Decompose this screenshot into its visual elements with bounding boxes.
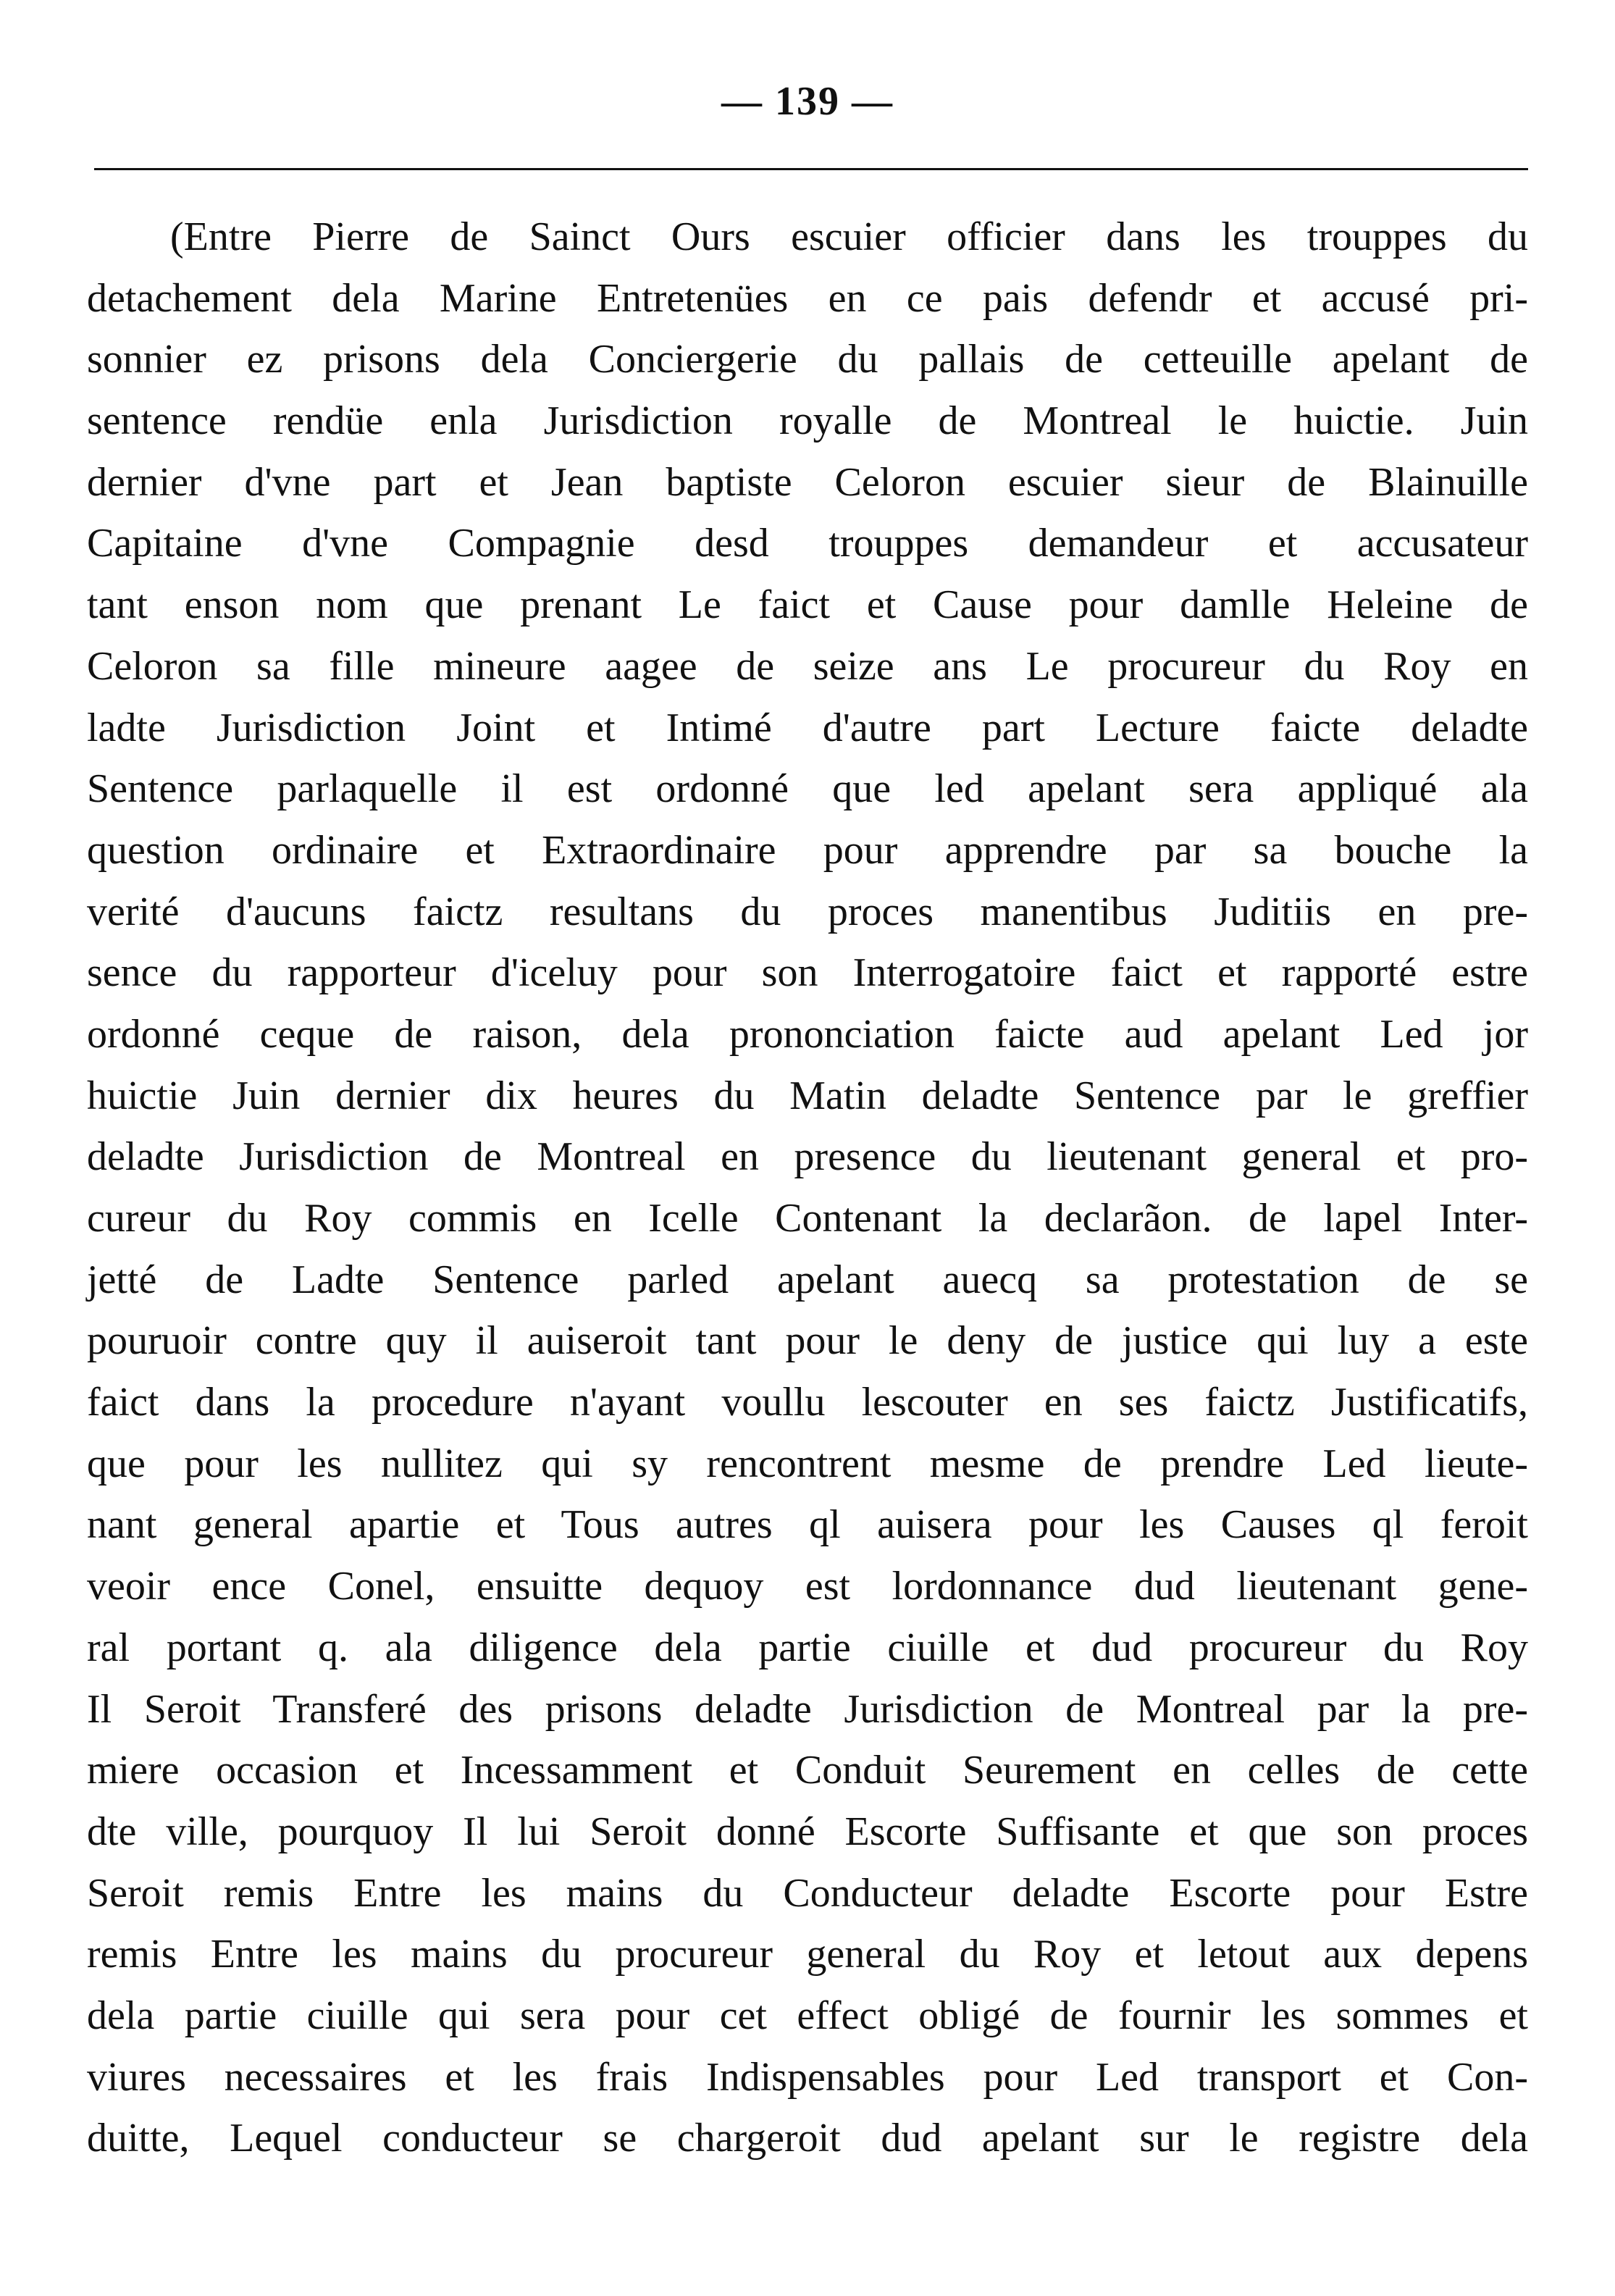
text-line: Seroit remis Entre les mains du Conducteur deladte Escorte pour Estre <box>87 1870 1528 1916</box>
text-line: veoir ence Conel, ensuitte dequoy est lordonnance dud lieutenant gene- <box>87 1564 1528 1609</box>
text-line: viures necessaires et les frais Indispensables pour Led transport et Con- <box>87 2054 1528 2100</box>
text-line: deladte Jurisdiction de Montreal en presence du lieutenant general et pro- <box>87 1134 1528 1180</box>
text-line: que pour les nullitez qui sy rencontrent mesme de prendre Led lieute- <box>87 1441 1528 1486</box>
text-line: verité d'aucuns faictz resultans du proces manentibus Juditiis en pre- <box>87 889 1528 934</box>
text-line: miere occasion et Incessamment et Conduit Seurement en celles de cette <box>87 1748 1528 1793</box>
text-line: ordonné ceque de raison, dela prononciation faicte aud apelant Led jor <box>87 1011 1528 1057</box>
text-line: sence du rapporteur d'iceluy pour son Interrogatoire faict et rapporté estre <box>87 950 1528 996</box>
text-line: duitte, Lequel conducteur se chargeroit dud apelant sur le registre dela <box>87 2116 1528 2161</box>
page-number-header: — 139 — <box>721 79 894 124</box>
text-line: faict dans la procedure n'ayant voullu lescouter en ses faictz Justificatifs, <box>87 1380 1528 1425</box>
text-line: nant general apartie et Tous autres ql auisera pour les Causes ql feroit <box>87 1502 1528 1548</box>
text-line: sentence rendüe enla Jurisdiction royalle de Montreal le huictie. Juin <box>87 398 1528 444</box>
text-line: detachement dela Marine Entretenües en ce pais defendr et accusé pri- <box>87 275 1528 321</box>
text-line: huictie Juin dernier dix heures du Matin deladte Sentence par le greffier <box>87 1073 1528 1118</box>
text-line: sonnier ez prisons dela Conciergerie du pallais de cetteuille apelant de <box>87 337 1528 382</box>
text-line: Sentence parlaquelle il est ordonné que led apelant sera appliqué ala <box>87 766 1528 812</box>
text-line: dernier d'vne part et Jean baptiste Celoron escuier sieur de Blainuille <box>87 459 1528 505</box>
text-line: Capitaine d'vne Compagnie desd trouppes demandeur et accusateur <box>87 521 1528 566</box>
text-line: dela partie ciuille qui sera pour cet effect obligé de fournir les sommes et <box>87 1993 1528 2038</box>
text-line: remis Entre les mains du procureur general du Roy et letout aux depens <box>87 1932 1528 1977</box>
text-line: Il Seroit Transferé des prisons deladte Jurisdiction de Montreal par la pre- <box>87 1686 1528 1732</box>
text-line: cureur du Roy commis en Icelle Contenant la declarãon. de lapel Inter- <box>87 1196 1528 1241</box>
header-rule <box>94 168 1528 170</box>
text-line: jetté de Ladte Sentence parled apelant auecq sa protestation de se <box>87 1257 1528 1302</box>
body-text <box>87 206 1528 2169</box>
text-line: Celoron sa fille mineure aagee de seize ans Le procureur du Roy en <box>87 643 1528 689</box>
text-line: ladte Jurisdiction Joint et Intimé d'autre part Lecture faicte deladte <box>87 705 1528 750</box>
text-line: tant enson nom que prenant Le faict et Cause pour damlle Heleine de <box>87 582 1528 628</box>
text-line: dte ville, pourquoy Il lui Seroit donné Escorte Suffisante et que son proces <box>87 1809 1528 1854</box>
text-line: pouruoir contre quy il auiseroit tant pour le deny de justice qui luy a este <box>87 1318 1528 1364</box>
text-line: question ordinaire et Extraordinaire pour apprendre par sa bouche la <box>87 827 1528 873</box>
text-line: ral portant q. ala diligence dela partie ciuille et dud procureur du Roy <box>87 1625 1528 1670</box>
text-line: (Entre Pierre de Sainct Ours escuier officier dans les trouppes du <box>170 214 1528 259</box>
